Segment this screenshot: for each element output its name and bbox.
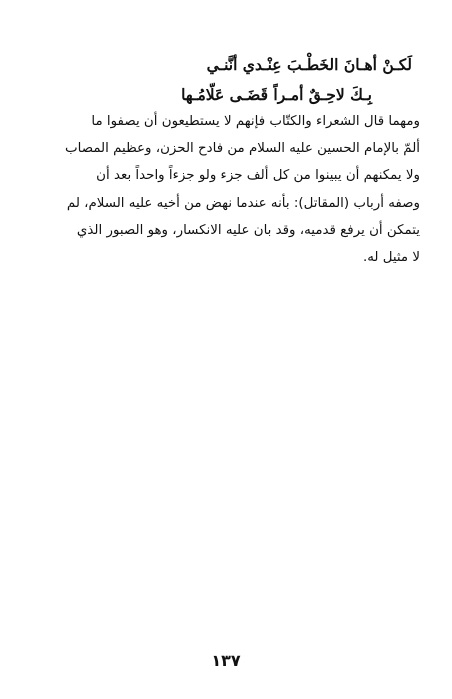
body-line: ألمّ بالإمام الحسين عليه السلام من فادح الحزن، وعظيم المصاب xyxy=(65,141,420,157)
body-line: يتمكن أن يرفع قدميه، وقد بان عليه الانكسار، وهو الصبور الذي xyxy=(76,222,420,238)
body-line: وصفه أرباب (المقاتل): بأنه عندما نهض من أخيه عليه السلام، لم xyxy=(66,195,420,211)
poem-verse-second: بِـكَ لاحِـقٌ أمـراً قَضَـى عَلّامُـها xyxy=(181,85,372,104)
body-line: ومهما قال الشعراء والكتّاب فإنهم لا يستطيعون أن يصفوا ما xyxy=(91,114,420,129)
page-number: ١٣٧ xyxy=(211,651,241,670)
body-paragraph xyxy=(28,108,420,271)
poem-verse-first: لَكـنْ أهـانَ الخَطْـبَ عِنْـدي أنَّنـي xyxy=(206,55,412,74)
body-line: لا مثيل له. xyxy=(362,250,420,266)
body-line: ولا يمكنهم أن يبينوا من كل ألف جزء ولو جزءاً واحداً بعد أن xyxy=(96,168,420,184)
